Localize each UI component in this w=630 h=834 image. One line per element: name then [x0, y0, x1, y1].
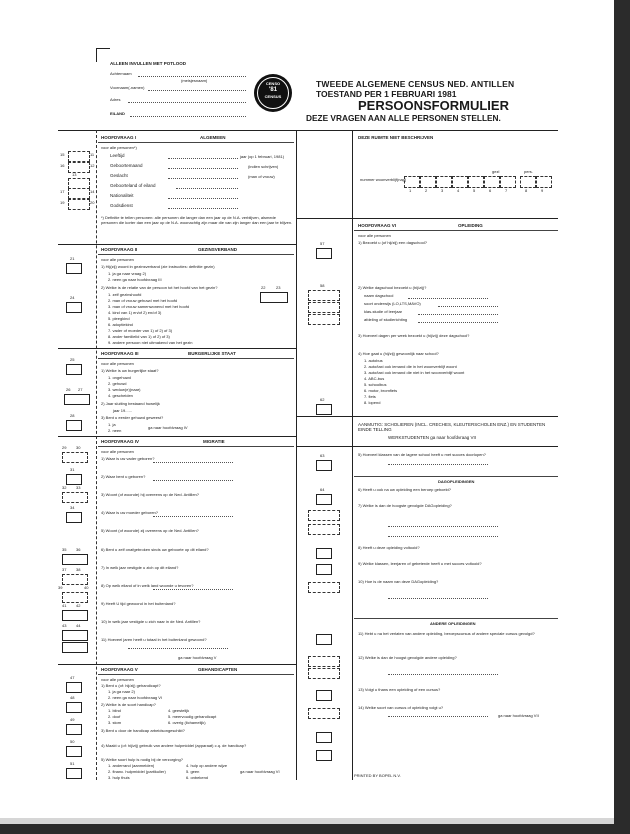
hv4-num-31: 31	[70, 467, 75, 472]
hv4-q7: 7) In welk jaar vestigde u zich op dit eiland?	[101, 565, 179, 570]
code-box-34[interactable]	[66, 512, 82, 523]
hv6-school-3: klas-studie of leerjaar	[364, 309, 403, 314]
hv6-werk: WERKSTUDENTEN ga naar hoofdvraag VII	[388, 435, 477, 440]
digit-box-8[interactable]	[520, 176, 536, 188]
hv5-q1: 1) Bent u (of: hij/zij) gehandicapt?	[101, 683, 161, 688]
hv2-num-22: 22	[261, 285, 266, 290]
hv6-q10-line[interactable]	[388, 598, 488, 599]
code-box-29-30[interactable]	[62, 452, 88, 463]
hv4-q2: 2) Waar bent u geboren?	[101, 474, 146, 479]
hv5-title: GEHANDICAPTEN	[198, 667, 238, 672]
hv4-num-35: 35	[62, 547, 67, 552]
code-box-19[interactable]	[68, 199, 90, 210]
hv6-q5: 5) Hoeveel klassen van de lagere school heeft u met succes doorlopen?	[358, 452, 486, 457]
hv6-q8: 8) Heeft u deze opleiding voltooid?	[358, 545, 420, 550]
hv2-opt-2[interactable]: 2. man of vrouw gehuwd met het hoofd	[108, 298, 178, 303]
code-box-73[interactable]	[308, 668, 340, 679]
hv6-q4: 4) Hoe gaat u (hij/zij) gewoonlijk naar school?	[358, 351, 439, 356]
hv6-school-1: naam dagschool	[364, 293, 394, 298]
dag-rule	[354, 476, 558, 477]
logo-ring	[257, 77, 289, 109]
code-box-49[interactable]	[66, 724, 82, 735]
hv4-top-rule	[58, 436, 296, 437]
hv5-opt-4[interactable]: 4. geestelijk	[168, 708, 190, 713]
code-box-39-40[interactable]	[62, 592, 88, 603]
digit-box-3[interactable]	[436, 176, 452, 188]
hv3-q3: 3) Bent u eerder gehuwd geweest?	[101, 415, 164, 420]
right-top-note: DEZE RUIMTE NIET BESCHRIJVEN	[358, 135, 434, 140]
hv1-title: ALGEMEEN	[200, 135, 226, 140]
hv4-q3: 3) Woont (of woonde) hij overeens op de Ned. Antillen?	[101, 492, 199, 497]
hv5-q5-opt-3[interactable]: 3. hulp thuis	[108, 775, 130, 780]
hv1-num-20: 20	[90, 200, 95, 205]
hv2-q2: 2) Welke is de relatie van de persoon tot het hoofd van het gezin?	[101, 285, 218, 290]
code-6: 6	[489, 188, 492, 193]
hv4-num-34: 34	[70, 505, 75, 510]
hv5-q2: 2) Welke is de soort handicap?	[101, 702, 156, 707]
hv4-q4-line[interactable]	[153, 516, 233, 517]
geboorteland-line[interactable]	[176, 188, 238, 189]
code-box-26-27[interactable]	[64, 394, 90, 405]
hv4-q1-line[interactable]	[153, 462, 233, 463]
hv4-goto: ga naar hoofdvraag V	[178, 655, 217, 660]
code-box-69[interactable]	[308, 582, 340, 593]
code-box-60[interactable]	[308, 314, 340, 325]
hv1-num-19: 19	[60, 200, 65, 205]
hv6-title: OPLEIDING	[458, 223, 483, 228]
code-box-68[interactable]	[316, 564, 332, 575]
naam-dagschool-line[interactable]	[408, 298, 488, 299]
hv5-q5-opt-1[interactable]: 1. anderrand (aanmelden)	[108, 763, 155, 768]
code-box-59[interactable]	[308, 302, 340, 313]
geslacht-line[interactable]	[168, 178, 238, 179]
hv3-opt-4[interactable]: 4. gescheiden	[108, 393, 133, 398]
hv6-top-rule	[296, 218, 558, 219]
hv3-num-27: 27	[78, 387, 83, 392]
hv4-q5: 5) Woont (of woonde) zij overeens op de Ned. Antillen?	[101, 528, 199, 533]
code-box-35-36[interactable]	[62, 554, 88, 565]
aanm-bottom-rule	[296, 446, 558, 447]
digit-box-2[interactable]	[420, 176, 436, 188]
printer-credit: PRINTED BY BOPEL N.V.	[354, 773, 401, 778]
hv1-note-jaar: jaar (op 1 februari, 1981)	[240, 154, 285, 159]
hv6-aanm: AANMUTIG: SCHOLIEREN (INCL. CRECHES, KLEUTERSCHOLEN ENZ.) EN STUDENTEN EINDE TELLING	[358, 422, 546, 433]
hv5-q3: 3) Bent u door de handicap arbeidsongeschikt?	[101, 728, 185, 733]
hv1-num-11: 11	[90, 152, 95, 157]
hv5-q5-opt-6[interactable]: 6. onbekend	[186, 775, 209, 780]
hv6-q4-opt-1[interactable]: 1. autobus	[364, 358, 383, 363]
hv1-num-17: 17	[60, 189, 65, 194]
hv6-q1: 1) Bezoekt u (of hij/zij) een dagschool?	[358, 240, 427, 245]
hv6-q14-line[interactable]	[388, 716, 488, 717]
hv4-q10: 10) In welk jaar vestigde u zich naar in de Ned. Antillen?	[101, 619, 201, 624]
corner-mark-v	[96, 48, 97, 62]
census-logo	[254, 74, 292, 112]
hv2-opt-7[interactable]: 7. vader of moeder van 1) of 2) of 3)	[108, 328, 173, 333]
code-box-43-44[interactable]	[62, 630, 88, 641]
hv6-q4-opt-5[interactable]: 5. schoolbus	[364, 382, 387, 387]
leeftijd-line[interactable]	[168, 158, 238, 159]
hv5-rule	[98, 674, 294, 675]
hv5-num-48: 48	[70, 695, 75, 700]
hv1-num-16: 16	[60, 163, 65, 168]
hv3-num-26: 26	[66, 387, 71, 392]
hv1-footnote: *) Definitie te tellen personen: alle personen die langer dan een jaar op de N.A. verblijven, alsmede personen die korter dan een jaar op de N.A. woonachtig zijn maar die van zijn langer dan een jaar te blijven.	[101, 215, 293, 225]
hv1-rule	[98, 142, 294, 143]
hv3-opt-3[interactable]: 3. weduw(e)(naar)	[108, 387, 141, 392]
hv4-num-41: 41	[62, 603, 67, 608]
hv5-q5: 5) Welke soort hulp is nodig bij de verzorging?	[101, 757, 183, 762]
nummer-woonverblijf: nummer woonverblijf(nap)	[360, 177, 407, 182]
hv4-title: MIGRATIE	[203, 439, 225, 444]
hv4-num-39: 39	[58, 585, 63, 590]
hv4-num-44: 44	[76, 623, 81, 628]
hv6-q9: 9) Welke klassen, leerjaren of gebeterde heeft u met succes voltooid?	[358, 561, 482, 566]
hv3-goto: ga naar hoofdvraag IV	[148, 425, 188, 430]
hv5-opt-2[interactable]: 2. doof	[108, 714, 121, 719]
left-dash-col	[96, 130, 97, 780]
hv5-q5-opt-5[interactable]: 5. geen	[186, 769, 200, 774]
code-box-25[interactable]	[66, 364, 82, 375]
code-box-22-23[interactable]	[260, 292, 288, 303]
hv5-q5-opt-2[interactable]: 2. financ. hulpmiddel (partikulier)	[108, 769, 166, 774]
hv2-opt-5[interactable]: 5. pleegkind	[108, 316, 130, 321]
code-box-71[interactable]	[316, 634, 332, 645]
hv6-q14: 14) Welke soort van cursus of opleiding volgt u?	[358, 705, 444, 710]
hv6-q5-line[interactable]	[388, 464, 488, 465]
hv5-num-51: 51	[70, 761, 75, 766]
hv6-q7-line[interactable]	[388, 526, 498, 527]
hv6-q11: 11) Hebt u na het verlaten van andere opleiding, beroepscursus of andere speciale cursus gevolgd?	[358, 631, 535, 636]
hv6-q12: 12) Welke is dan de hoogst gevolgde andere opleiding?	[358, 655, 457, 660]
hv1-row-godsdienst: Godsdienst	[110, 203, 133, 208]
code-box-50[interactable]	[66, 746, 82, 757]
hv3-q1: 1) Welke is uw burgerlijke staat?	[101, 368, 159, 373]
code-3: 3	[441, 188, 444, 193]
hv6-num-62: 62	[320, 397, 325, 402]
code-box-15[interactable]	[68, 151, 90, 162]
persoonsformulier	[58, 58, 558, 782]
hv3-num-28: 28	[70, 413, 75, 418]
code-8: 8	[525, 188, 528, 193]
code-box-62[interactable]	[316, 404, 332, 415]
hv6-num-57: 57	[320, 241, 325, 246]
hv1-note-schrijven: (indien schrijven)	[248, 164, 279, 169]
hv2-rule	[98, 254, 294, 255]
hv2-opt-3[interactable]: 3. man of vrouw samenwonend met het hoofd	[108, 304, 190, 309]
scanner-edge-bottom	[0, 824, 630, 834]
hv1-num-12: 12	[90, 163, 95, 168]
hv5-q1b[interactable]: 2. neen ga naar hoofdvraag VI	[108, 695, 163, 700]
hv3-top-rule	[58, 348, 296, 349]
hv2-num-21: 21	[70, 256, 75, 261]
aanm-top-rule	[296, 416, 558, 417]
achternaam-line[interactable]	[138, 76, 246, 77]
hv6-q4-opt-8[interactable]: 8. lopend	[364, 400, 381, 405]
code-box-41-42[interactable]	[62, 610, 88, 621]
digit-box-6[interactable]	[484, 176, 500, 188]
hv3-q2a[interactable]: jaar 19......	[113, 408, 132, 413]
hv3-num-25: 25	[70, 357, 75, 362]
field-adres: Adres	[110, 97, 121, 102]
code-box-65[interactable]	[308, 510, 340, 521]
hv6-q4-opt-3[interactable]: 3. auto/taxi ook iemand die niet in het woonverblijf woont	[364, 370, 465, 375]
hv2-q1: 1) Hij(zij) woont in gezinsverband (zie instructies: definitie gezin)	[101, 264, 215, 269]
soort-onderwijs-line[interactable]	[438, 306, 498, 307]
code-box-37-38[interactable]	[62, 574, 88, 585]
hv2-label: HOOFDVRAAG II	[101, 247, 138, 252]
field-voornaam: Voornaam(-namen)	[110, 85, 145, 90]
hv4-num-29: 29	[62, 445, 67, 450]
code-5: 5	[473, 188, 476, 193]
hv6-q2: 2) Welke dagschool bezoekt u (hij/zij)?	[358, 285, 427, 290]
hv3-opt-1[interactable]: 1. ongehuwd	[108, 375, 131, 380]
hv4-num-33: 33	[76, 485, 81, 490]
hv2-opt-4[interactable]: 4. kind van 1) en/of 2) en/of 3)	[108, 310, 162, 315]
hv4-num-37: 37	[62, 567, 67, 572]
title-date: TOESTAND PER 1 FEBRUARI 1981	[316, 89, 457, 99]
code-1: 1	[409, 188, 412, 193]
hv5-num-50: 50	[70, 739, 75, 744]
nationaliteit-line[interactable]	[168, 198, 238, 199]
hv2-for-all: voor alle personen	[101, 257, 134, 262]
hv6-school-2: soort onderwijs (LO,LTS,MAVO)	[364, 301, 421, 306]
code-box-31[interactable]	[66, 474, 82, 485]
digit-box-9[interactable]	[536, 176, 552, 188]
scanner-edge-right	[614, 0, 630, 834]
label-pers: pers.	[524, 169, 533, 174]
code-box-28[interactable]	[66, 420, 82, 431]
code-box-63[interactable]	[316, 460, 332, 471]
hv3-q2: 2) Jaar sluiting bestaand huwelijk	[101, 401, 160, 406]
hv6-q4-opt-4[interactable]: 4. ABC-bus	[364, 376, 385, 381]
hv2-top-rule	[58, 244, 296, 245]
hv2-opt-6[interactable]: 6. adoptiekind	[108, 322, 133, 327]
hv5-goto: ga naar hoofdvraag VI	[240, 769, 280, 774]
hv1-note-man: (man of vrouw)	[248, 174, 275, 179]
hv1-num-15: 15	[60, 152, 65, 157]
logo-year: '81	[268, 87, 278, 93]
hv6-num-64: 64	[320, 487, 325, 492]
logo-bottom-text: CENSUS	[264, 94, 282, 99]
code-7: 7	[505, 188, 508, 193]
hv3-title: BURGERLIJKE STAAT	[188, 351, 236, 356]
hv6-q6: 6) Heeft u ook na uw opleiding een beroep geboekt?	[358, 487, 451, 492]
eiland-line[interactable]	[130, 116, 246, 117]
andere-title: ANDERE OPLEIDINGEN	[430, 621, 476, 626]
code-box-76[interactable]	[308, 708, 340, 719]
hv1-row-geslacht: Geslacht	[110, 173, 128, 178]
hv5-q1a[interactable]: 1. ja ga naar 2)	[108, 689, 135, 694]
code-box-17[interactable]	[68, 188, 90, 199]
hv4-q8-line[interactable]	[153, 589, 233, 590]
title-census: TWEEDE ALGEMENE CENSUS NED. ANTILLEN	[316, 79, 515, 89]
code-box-21[interactable]	[66, 263, 82, 274]
hv4-q6: 6) Bent u zelf onafgebroken sinds uw geboorte op dit eiland?	[101, 547, 209, 552]
hv4-num-30: 30	[76, 445, 81, 450]
hv5-q5-opt-4[interactable]: 4. hulp op andere wijze	[186, 763, 228, 768]
hv5-opt-3[interactable]: 3. stom	[108, 720, 122, 725]
hv1-row-geboorteland: Geboorteland of eiland	[110, 183, 156, 188]
code-box-51[interactable]	[66, 768, 82, 779]
title-persoonsformulier: PERSOONSFORMULIER	[358, 98, 509, 113]
code-box-79[interactable]	[316, 750, 332, 761]
hv1-row-geboortemaand: Geboortemaand	[110, 163, 143, 168]
code-box-32-33[interactable]	[62, 492, 88, 503]
logo-top-text: CENSO	[265, 81, 281, 86]
corner-mark	[96, 48, 110, 49]
code-box-47[interactable]	[66, 682, 82, 693]
hv6-label: HOOFDVRAAG VI	[358, 223, 397, 228]
code-box-48[interactable]	[66, 702, 82, 713]
hv3-q3a[interactable]: 1. ja	[108, 422, 116, 427]
hv4-rule	[98, 446, 294, 447]
digit-box-7[interactable]	[500, 176, 516, 188]
hv2-q1a: 1. ja ga naar vraag 2)	[108, 271, 147, 276]
hv4-q9: 9) Heeft U tijd gewoond in het buitenland?	[101, 601, 176, 606]
code-9: 9	[541, 188, 544, 193]
title-instruction: DEZE VRAGEN AAN ALLE PERSONEN STELLEN.	[306, 113, 501, 123]
hv6-q10: 10) Hoe is de naam van deze DAGopleiding?	[358, 579, 439, 584]
hv4-q11-line[interactable]	[128, 648, 228, 649]
header-divider	[58, 130, 558, 131]
hv1-row-nationaliteit: Nationaliteit	[110, 193, 134, 198]
adres-line[interactable]	[128, 102, 246, 103]
field-achternaam: Achternaam	[110, 71, 132, 76]
hv1-num-14: 14	[90, 189, 95, 194]
hv5-for-all: voor alle personen	[101, 677, 134, 682]
code-box-75[interactable]	[316, 690, 332, 701]
hv5-num-49: 49	[70, 717, 75, 722]
hv6-q3: 3) Hoeveel dagen per week bezoekt u (hij/zij) deze dagschool?	[358, 333, 470, 338]
hv2-opt-8[interactable]: 8. ander familielid van 1) of 2) of 3)	[108, 334, 170, 339]
hv5-opt-6[interactable]: 6. overig (lichamelijk)	[168, 720, 206, 725]
right-col-border	[352, 130, 353, 780]
andere-rule	[354, 618, 558, 619]
hv4-label: HOOFDVRAAG IV	[101, 439, 140, 444]
hv4-num-42: 42	[76, 603, 81, 608]
hv2-q1b: 2. neen ga naar hoofdvraag III	[108, 277, 162, 282]
hv5-opt-5[interactable]: 5. meervoudig gehandicapt	[168, 714, 217, 719]
digit-box-1[interactable]	[404, 176, 420, 188]
voornaam-line[interactable]	[148, 90, 246, 91]
code-box-45[interactable]	[62, 642, 88, 653]
hv6-goto-vii: ga naar hoofdvraag VII	[498, 713, 539, 718]
hv4-num-43: 43	[62, 623, 67, 628]
hv2-num-23: 23	[276, 285, 281, 290]
hv6-q4-opt-2[interactable]: 2. auto/taxi ook iemand die in het woonverblijf woont	[364, 364, 457, 369]
pencil-note: ALLEEN INVULLEN MET POTLOOD	[110, 61, 186, 66]
hv6-num-63: 63	[320, 453, 325, 458]
hv4-num-36: 36	[76, 547, 81, 552]
hv2-title: GEZINSVERBAND	[198, 247, 238, 252]
hv4-q2-line[interactable]	[153, 480, 233, 481]
code-4: 4	[457, 188, 460, 193]
hv4-q1: 1) Waar is uw vader geboren?	[101, 456, 155, 461]
hv1-num-13: 13	[72, 172, 77, 177]
hv6-rule	[354, 230, 558, 231]
label-gezl: gezl	[492, 169, 500, 174]
hv3-for-all: voor alle personen	[101, 361, 134, 366]
hv5-label: HOOFDVRAAG V	[101, 667, 138, 672]
hv5-num-47: 47	[70, 675, 75, 680]
godsdienst-line[interactable]	[168, 208, 238, 209]
hv4-q8: 8) Op welk eiland of in welk land woonde u tevoren?	[101, 583, 194, 588]
hv5-top-rule	[58, 664, 296, 665]
digit-box-4[interactable]	[452, 176, 468, 188]
hv5-opt-1[interactable]: 1. blind	[108, 708, 121, 713]
field-eiland: EILAND	[110, 111, 125, 116]
hv4-num-40: 40	[84, 585, 89, 590]
code-box-78[interactable]	[316, 732, 332, 743]
hv6-q13: 13) Volgt u thans een opleiding of een cursus?	[358, 687, 441, 692]
dagopleidingen-title: DAGOPLEIDINGEN	[438, 479, 475, 484]
hv4-num-38: 38	[76, 567, 81, 572]
hv1-for-all: voor alle personen*)	[101, 145, 137, 150]
hv4-q4: 4) Waar is uw moeder geboren?	[101, 510, 158, 515]
hv4-q11: 11) Hoeveel jaren heeft u totaal in het buitenland gewoond?	[101, 637, 207, 642]
hv6-q4-opt-6[interactable]: 6. motor, bromfiets	[364, 388, 398, 393]
hv3-opt-2[interactable]: 2. gehuwd	[108, 381, 127, 386]
hv2-opt-1[interactable]: 1. zelf gezinshoofd	[108, 292, 142, 297]
hv3-q3b[interactable]: 2. neen	[108, 428, 122, 433]
code-box-67[interactable]	[316, 548, 332, 559]
hv1-row-leeftijd: Leeftijd	[110, 153, 125, 158]
hv3-rule	[98, 358, 294, 359]
code-box-64[interactable]	[316, 494, 332, 505]
hv6-num-58: 58	[320, 283, 325, 288]
hv4-for-all: voor alle personen	[101, 449, 134, 454]
hv6-for-all: voor alle personen	[358, 233, 391, 238]
code-box-24[interactable]	[66, 302, 82, 313]
hv3-label: HOOFDVRAAG III	[101, 351, 139, 356]
hv2-opt-9[interactable]: 9. andere persoon niet uitmakend van het gezin	[108, 340, 193, 345]
hv6-school-4: afdeling of studierichting	[364, 317, 408, 322]
hv5-q4: 4) Maakt u (of: hij/zij) gebruik van andere hulpmiddel (apparaat) c.q. de handicap?	[101, 743, 247, 748]
left-col-border	[296, 130, 297, 780]
code-2: 2	[425, 188, 428, 193]
hv1-label: HOOFDVRAAG I	[101, 135, 137, 140]
klas-line[interactable]	[418, 314, 498, 315]
geboortemaand-line[interactable]	[168, 168, 238, 169]
afdeling-line[interactable]	[418, 322, 498, 323]
hv4-num-32: 32	[62, 485, 67, 490]
code-box-72[interactable]	[308, 656, 340, 667]
meisjesnaam: (meisjesnaam)	[181, 78, 208, 83]
hv2-num-24: 24	[70, 295, 75, 300]
hv6-q7-line-2[interactable]	[388, 536, 498, 537]
hv6-q12-line[interactable]	[388, 674, 498, 675]
hv6-q4-opt-7[interactable]: 7. fiets	[364, 394, 376, 399]
hv6-q7: 7) Welke is dan de hoogste gevolgde DAGopleiding?	[358, 503, 452, 508]
code-box-66[interactable]	[308, 524, 340, 535]
digit-box-5[interactable]	[468, 176, 484, 188]
code-box-58[interactable]	[308, 290, 340, 301]
code-box-57[interactable]	[316, 248, 332, 259]
